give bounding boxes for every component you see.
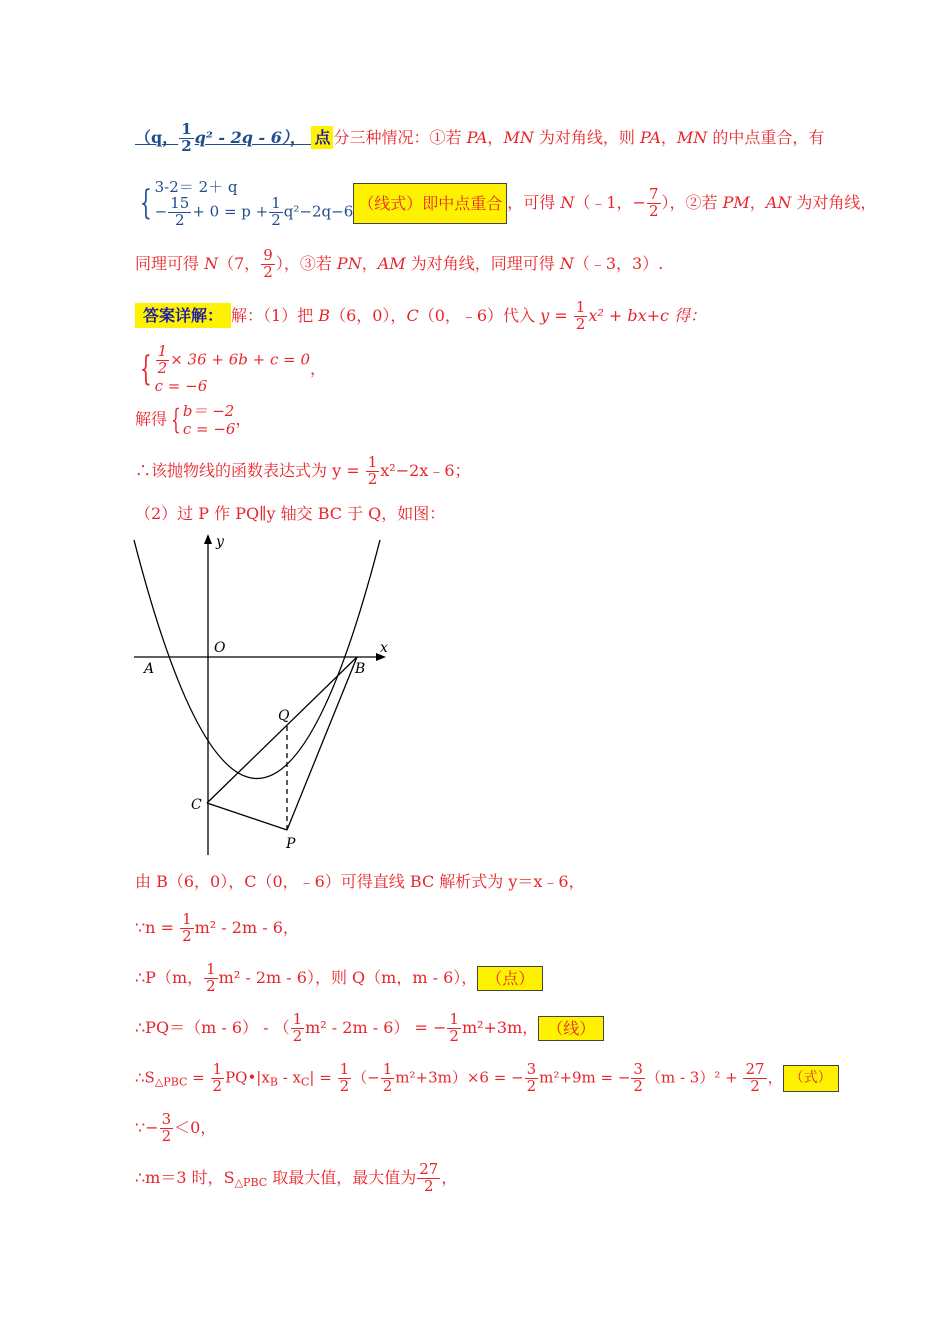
text: x²−2x﹣6； xyxy=(380,460,471,480)
fraction xyxy=(417,1162,440,1195)
comma: ， xyxy=(660,127,677,147)
text: （﹣3，3）. xyxy=(573,253,664,273)
text: m² - 2m - 6），则 Q（m，m - 6）， xyxy=(218,967,478,987)
comma: ， xyxy=(310,358,327,378)
subscript: B xyxy=(269,1075,278,1089)
frac-num: 27 xyxy=(419,1160,439,1178)
tag-formula: （式） xyxy=(783,1065,839,1092)
tag-point: 点 xyxy=(311,126,333,149)
frac-den: 2 xyxy=(182,926,192,945)
p-line xyxy=(135,962,543,995)
frac-den: 2 xyxy=(382,1076,393,1095)
fraction xyxy=(647,187,661,220)
seg-pa: PA xyxy=(466,127,488,147)
subscript: C xyxy=(301,1075,310,1089)
system-rows xyxy=(183,402,236,438)
frac-den: 2 xyxy=(161,1126,172,1145)
text: m²+9m = − xyxy=(539,1068,631,1087)
frac-num: 3 xyxy=(526,1060,537,1078)
system-row-2: c = −6 xyxy=(154,376,208,395)
frac-den: 2 xyxy=(174,210,185,229)
text: m²+3m， xyxy=(461,1017,539,1037)
point-n: N xyxy=(560,192,575,212)
text: | = xyxy=(309,1068,337,1087)
equation-system xyxy=(167,402,235,438)
frac-den: 2 xyxy=(271,210,281,229)
fraction xyxy=(631,1062,645,1095)
comma: ， xyxy=(289,127,306,147)
negative-line xyxy=(135,1112,216,1145)
text: x² + bx+c 得： xyxy=(588,305,707,325)
fraction xyxy=(211,1062,225,1095)
text: m² - 2m - 6， xyxy=(194,917,299,937)
part-2-line xyxy=(135,504,445,523)
text: ∴S xyxy=(135,1068,155,1087)
frac-num: 1 xyxy=(575,298,586,316)
answer-line xyxy=(135,300,706,333)
frac-den: 2 xyxy=(648,201,659,220)
text: ， xyxy=(767,1068,783,1087)
point-b: B xyxy=(318,305,331,325)
label-o: O xyxy=(214,640,226,656)
seg-am: AM xyxy=(377,253,406,273)
frac-den: 2 xyxy=(575,314,586,333)
system-row-1: b＝ −2 xyxy=(182,402,235,420)
frac-den: 2 xyxy=(633,1076,643,1095)
text: 为对角线， xyxy=(791,192,877,212)
fraction xyxy=(168,196,191,229)
fraction xyxy=(525,1062,539,1095)
text: 同理可得 xyxy=(135,253,205,273)
text: m² - 2m - 6） = − xyxy=(305,1017,447,1037)
brace: { xyxy=(171,403,181,436)
text: - x xyxy=(277,1068,301,1087)
system-rows xyxy=(155,178,354,229)
fraction xyxy=(743,1062,766,1095)
system-2 xyxy=(135,402,251,438)
seg-pa: PA xyxy=(640,127,661,147)
coord-expr: q² - 2q - 6） xyxy=(194,127,290,147)
text: ），③若 xyxy=(275,253,337,273)
comma: ， xyxy=(361,253,378,273)
comma: ， xyxy=(487,127,504,147)
fraction xyxy=(447,1012,461,1045)
frac-den: 2 xyxy=(367,469,378,488)
seg-pm: PM xyxy=(722,192,750,212)
frac-den: 2 xyxy=(263,262,273,281)
line-1 xyxy=(135,122,824,155)
frac-num: 1 xyxy=(157,342,168,360)
seg-mn: MN xyxy=(503,127,534,147)
text: ∴P（m， xyxy=(135,967,204,987)
frac-num: 9 xyxy=(263,246,273,264)
text: 由 B（6，0），C（0，﹣6）可得直线 BC 解析式为 y＝x﹣6， xyxy=(135,872,585,891)
label-p: P xyxy=(286,836,296,852)
fraction xyxy=(156,344,170,377)
comma: ， xyxy=(749,192,766,212)
line-2 xyxy=(135,178,876,229)
equals: = xyxy=(549,305,573,325)
line-cp xyxy=(207,803,287,830)
text: 的中点重合，有 xyxy=(707,127,825,147)
expr: × 36 + 6b + c = 0 xyxy=(170,350,311,369)
text: 为对角线，同理可得 xyxy=(405,253,560,273)
text: （6，0）， xyxy=(330,305,407,325)
brace: { xyxy=(139,349,152,390)
minus: − xyxy=(154,202,168,221)
frac-num: 1 xyxy=(367,453,378,471)
text: = xyxy=(187,1068,210,1087)
frac-num: 27 xyxy=(745,1060,765,1078)
fraction xyxy=(160,1112,174,1145)
fraction xyxy=(291,1012,305,1045)
label-y: y xyxy=(216,534,224,550)
label-a: A xyxy=(144,661,155,677)
max-line xyxy=(135,1162,457,1195)
subscript: △PBC xyxy=(154,1075,188,1089)
text: 为对角线，则 xyxy=(533,127,641,147)
text: ∴该抛物线的函数表达式为 y = xyxy=(135,460,365,480)
parabola-curve xyxy=(134,540,380,779)
point-c: C xyxy=(406,305,419,325)
frac-num: 1 xyxy=(182,910,192,928)
text: 分三种情况：①若 xyxy=(333,127,467,147)
frac-num: 1 xyxy=(449,1010,459,1028)
label-c: C xyxy=(191,797,202,813)
frac-den: 2 xyxy=(339,1076,350,1095)
answer-tag: 答案详解： xyxy=(135,303,231,328)
frac-num: 1 xyxy=(212,1060,223,1078)
frac-den: 2 xyxy=(526,1076,537,1095)
text: （2）过 P 作 PQ∥y 轴交 BC 于 Q，如图： xyxy=(135,504,446,523)
system-row-1: 3-2＝ 2＋ q xyxy=(154,178,238,196)
frac-den: 2 xyxy=(292,1026,303,1045)
fraction xyxy=(204,962,218,995)
frac-den: 2 xyxy=(206,976,216,995)
line-bc xyxy=(207,657,357,803)
frac-num: 1 xyxy=(206,960,216,978)
line-pb xyxy=(287,657,357,830)
text: 取最大值，最大值为 xyxy=(267,1167,417,1187)
fraction xyxy=(338,1062,352,1095)
fraction xyxy=(261,248,275,281)
text: PQ•|x xyxy=(225,1068,270,1087)
frac-num: 15 xyxy=(170,194,190,212)
line-3 xyxy=(135,248,663,281)
expr: + 0 = p + xyxy=(192,202,269,221)
text: ∴m＝3 时，S xyxy=(135,1167,235,1187)
equation-system xyxy=(135,178,353,229)
brace: { xyxy=(139,183,152,224)
fraction xyxy=(180,912,194,945)
system-row-2 xyxy=(155,196,354,229)
seg-pn: PN xyxy=(336,253,362,273)
tag-point: （点） xyxy=(477,966,543,991)
system-rows xyxy=(155,344,310,395)
expr: q²−2q−6 xyxy=(283,202,354,221)
text: ，可得 xyxy=(507,192,561,212)
text: 解得 xyxy=(135,409,168,429)
frac-num: 7 xyxy=(648,185,659,203)
point-coord xyxy=(135,120,311,155)
text: m²+3m）×6 = − xyxy=(395,1068,524,1087)
subscript: △PBC xyxy=(234,1175,268,1189)
fraction xyxy=(366,455,380,488)
frac-num: 1 xyxy=(339,1060,350,1078)
label-b: B xyxy=(355,661,366,677)
frac-num: 3 xyxy=(161,1110,172,1128)
coord-open: （q， xyxy=(135,127,179,147)
system-1 xyxy=(135,344,326,395)
text: （0，﹣6）代入 xyxy=(418,305,541,325)
frac-num: 1 xyxy=(292,1010,303,1028)
system-row-2: c = −6 xyxy=(182,420,236,438)
label-x: x xyxy=(380,640,388,656)
frac-den: 2 xyxy=(449,1026,459,1045)
seg-an: AN xyxy=(765,192,792,212)
text: （7， xyxy=(218,253,261,273)
y-axis-arrow xyxy=(204,534,212,544)
text: ∵n = xyxy=(135,917,180,937)
frac-den: 2 xyxy=(750,1076,760,1095)
tag-line: （线） xyxy=(538,1016,604,1041)
text: ∴PQ＝（m - 6） - （ xyxy=(135,1017,290,1037)
fraction xyxy=(381,1062,395,1095)
parabola-graph xyxy=(130,530,400,865)
text: ），②若 xyxy=(661,192,723,212)
frac-den: 2 xyxy=(212,1076,223,1095)
tag-line-formula: （线式）即中点重合 xyxy=(353,183,507,224)
equation-system xyxy=(135,344,310,395)
text: ∵− xyxy=(135,1117,159,1137)
parabola-expression xyxy=(135,455,471,488)
point-n: N xyxy=(559,253,574,273)
frac-num: 3 xyxy=(633,1060,643,1078)
frac-den: 2 xyxy=(157,358,168,377)
seg-mn: MN xyxy=(676,127,708,147)
point-n: N xyxy=(204,253,219,273)
n-line xyxy=(135,912,299,945)
frac-den: 2 xyxy=(181,136,192,155)
fraction xyxy=(574,300,588,333)
text: 解：（1）把 xyxy=(231,305,319,325)
fraction xyxy=(269,196,283,229)
text: （m - 3）² + xyxy=(645,1068,743,1087)
pq-line xyxy=(135,1012,604,1045)
frac-num: 1 xyxy=(271,194,281,212)
label-q: Q xyxy=(278,708,290,724)
text: ＜0， xyxy=(174,1117,217,1137)
fraction xyxy=(179,122,193,155)
line-bc-text xyxy=(135,872,585,891)
text: （﹣1，− xyxy=(574,192,646,212)
frac-num: 1 xyxy=(382,1060,393,1078)
var-y: y xyxy=(540,305,550,325)
text: （− xyxy=(352,1068,380,1087)
system-row-1 xyxy=(155,344,310,377)
frac-num: 1 xyxy=(181,120,192,138)
frac-den: 2 xyxy=(424,1176,434,1195)
text: ， xyxy=(441,1167,458,1187)
area-line xyxy=(135,1062,839,1095)
comma: ， xyxy=(235,409,252,429)
